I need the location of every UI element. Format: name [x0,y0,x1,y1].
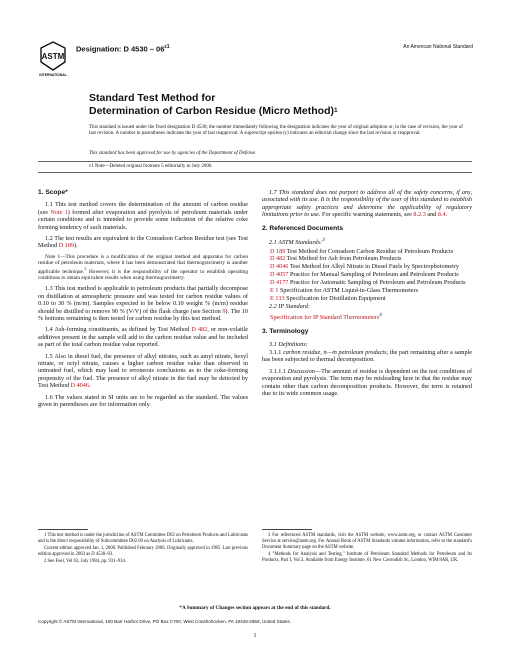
reference-item [270,248,472,255]
footnote-1-edition: Current edition approved Jan. 1, 2006. Published February 2006. Originally approved in 1985. Last previous edition approved in 2003 as D 4530–03. [38,546,248,557]
reference-title: Specification for Distillation Equipment [286,294,386,302]
summary-note: *A Summary of Changes section appears at the end of this standard. [179,605,331,611]
link-d482[interactable]: D 482 [191,326,208,334]
footnote-rule [262,529,312,530]
astm-standards-subheading: 2.1 ASTM Standards:$^3$ [269,237,325,247]
link-note-1[interactable]: Note 1 [50,208,68,216]
section-heading-references: 2. Referenced Documents [262,224,343,232]
astm-reference-list [262,248,472,303]
reference-code-link[interactable]: D 4046 [270,263,289,271]
divider [38,172,472,173]
paragraph-3-1-1-1: 3.1.1.1 Discussion—The amount of residue is dependent on the test conditions of evaporation and pyrolysis. The term may be misleading here in that the residue may contain other than carbon decomposition products. However, the term is retained due to its wide common usage. [262,367,473,398]
approval-note: This standard has been approved for use by agencies of the Department of Defense. [89,151,257,156]
reference-code-link[interactable]: D 189 [270,247,286,255]
footnote-ref-2[interactable]: 2 [84,266,87,272]
reference-title: Test Method for Conradson Carbon Residue of Petroleum Products [286,247,453,255]
definitions-subheading: 3.1 Definitions: [269,340,308,348]
reference-item [270,279,472,286]
right-column [262,189,472,401]
title-line1: Standard Test Method for [89,92,216,104]
reference-code-link[interactable]: E 133 [270,294,285,302]
reference-item [270,295,472,302]
reference-item [270,287,472,294]
section-heading-terminology: 3. Terminology [262,328,309,336]
copyright: Copyright © ASTM International, 100 Barr Harbor Drive, PO Box C700, West Conshohocken, PA 19428-2959, United States. [38,619,291,624]
ip-reference: Specification for IP Standard Thermometers$^4$ [270,311,382,321]
ip-standard-subheading: 2.2 IP Standard: [269,303,311,311]
paragraph-1-2: 1.2 The test results are equivalent to the Conradson Carbon Residue test (see Test Method D 189). [38,235,248,250]
astm-logo [38,40,68,78]
reference-code-link[interactable]: D 4057 [270,271,289,279]
svg-text:INTERNATIONAL: INTERNATIONAL [39,73,67,77]
paragraph-1-7: 1.7 This standard does not purport to address all of the safety concerns, if any, associated with its use. It is the responsibility of the user of this standard to establish appropriate safety practices and determine the applicability of regulatory limitations prior to use. For specific warning statements, see 8.2.3 and 8.4. [262,189,472,219]
paragraph-1-5: 1.5 Also in diesel fuel, the presence of alkyl nitrates, such as amyl nitrate, hexyl nitrate, or octyl nitrate, causes a higher carbon residue value than observed in untreated fuel, which may lead to erroneous conclusions as to the coke-forming propensity of the fuel. The presence of alkyl nitrate in the fuel may be detected by Test Method D 4046. [38,352,248,390]
divider [38,161,472,162]
designation [76,44,170,54]
paragraph-3-1-1: 3.1.1 carbon residue, n—in petroleum products, the part remaining after a sample has been subjected to thermal decomposition. [262,349,473,364]
link-ip-thermometers[interactable]: Specification for IP Standard Thermometers [270,313,380,321]
footnote-4: 4 "Methods for Analysis and Testing," Institute of Petroleum Standard Methods for Petroleum and Its Products, Part I, Vol 2. Available from Energy Institute, 61 New Cavendish St., London, WIM 8AR, UK. [262,551,472,563]
reference-code-link[interactable]: E 1 [270,287,279,295]
footnote-rule [38,529,88,530]
link-8-2-3[interactable]: 8.2.3 [413,211,426,219]
document-title [89,92,469,117]
footnote-1: 1 This test method is under the jurisdiction of ASTM Committee D02 on Petroleum Products and Lubricants and is the direct responsibility of Subcommittee D02.06 on Analysis of Lubricants. [38,533,248,544]
reference-code-link[interactable]: D 4177 [270,279,289,287]
svg-text:ASTM: ASTM [41,52,65,61]
reference-item [270,263,472,270]
epsilon-note: ε1 Note—Deleted original footnote 5 editorially in July 2006. [89,164,213,169]
issued-note: This standard is issued under the fixed designation D 4530; the number immediately following the designation indicates the year of original adoption or, in the case of revision, the year of last revision. A number in parentheses indicates the year of last reapproval. A superscript epsilon (ε) indicates an editorial change since the last revision or reapproval. [89,125,463,137]
reference-title: Test Method for Ash from Petroleum Products [286,255,402,263]
link-d189[interactable]: D 189 [58,242,75,250]
link-section-9[interactable]: 9 [222,307,226,315]
link-8-4[interactable]: 8.4 [437,211,446,219]
section-heading-scope: 1. Scope* [38,189,68,196]
reference-title: Test Method for Alkyl Nitrate in Diesel Fuels by Spectrophotometry [289,263,460,271]
title-line2: Determination of Carbon Residue (Micro Method) [89,104,335,117]
reference-code-link[interactable]: D 482 [270,255,286,263]
reference-title: Practice for Manual Sampling of Petroleum and Petroleum Products [289,271,459,279]
paragraph-1-3: 1.3 This test method is applicable to petroleum products that partially decompose on distillation at atmospheric pressure and was tested for carbon residue values of 0.10 to 30 % (m/m). Samples expected to be below 0.10 weight % (m/m) residue should be distilled to remove 90 % (V/V) of the flask charge (see Section 9). The 10 % bottoms remaining is then tested for carbon residue by this test method. [38,285,248,323]
reference-title: Practice for Automatic Sampling of Petroleum and Petroleum Products [289,279,466,287]
org-name: An American National Standard [403,44,473,50]
footnote-2: 2 See Fuel, Vol 63, July 1984, pp. 931–934. [44,559,126,565]
left-column [38,189,248,413]
title-sup: 1 [334,106,338,114]
designation-sup: ε1 [164,44,170,50]
paragraph-1-1: 1.1 This test method covers the determination of the amount of carbon residue (see Note 1) formed after evaporation and pyrolysis of petroleum materials under certain conditions and is intended to provide some indication of the relative coke forming tendency of such materials. [38,201,248,231]
paragraph-1-6: 1.6 The values stated in SI units are to be regarded as the standard. The values given in parentheses are for information only. [38,393,248,409]
reference-title: Specification for ASTM Liquid-in-Glass Thermometers [279,287,419,295]
footnotes-left [38,533,248,566]
page-number: 1 [253,633,257,639]
designation-text: Designation: D 4530 – 06 [76,44,165,54]
note-1: Note 1—This procedure is a modification of the original method and apparatus for carbon residue of petroleum materials, where it has been demonstrated that thermogravimetry is another applicable technique.$^2$ However, it is the responsibility of the operator to establish operating conditions to obtain equivalent results when using thermogravimetry. [38,253,248,282]
reference-item [270,255,472,262]
footnote-3: 3 For referenced ASTM standards, visit the ASTM website, www.astm.org, or contact ASTM Customer Service at service@astm.org. For Annual Book of ASTM Standards volume information, refer to the standard's Document Summary page on the ASTM website. [262,533,472,550]
paragraph-1-4: 1.4 Ash-forming constituents, as defined by Test Method D 482, or non-volatile additives present in the sample will add to the carbon residue value and be included as part of the total carbon residue value reported. [38,326,249,349]
link-d4046[interactable]: D 4046 [70,382,89,390]
footnotes-right [262,533,472,565]
reference-item [270,271,472,278]
